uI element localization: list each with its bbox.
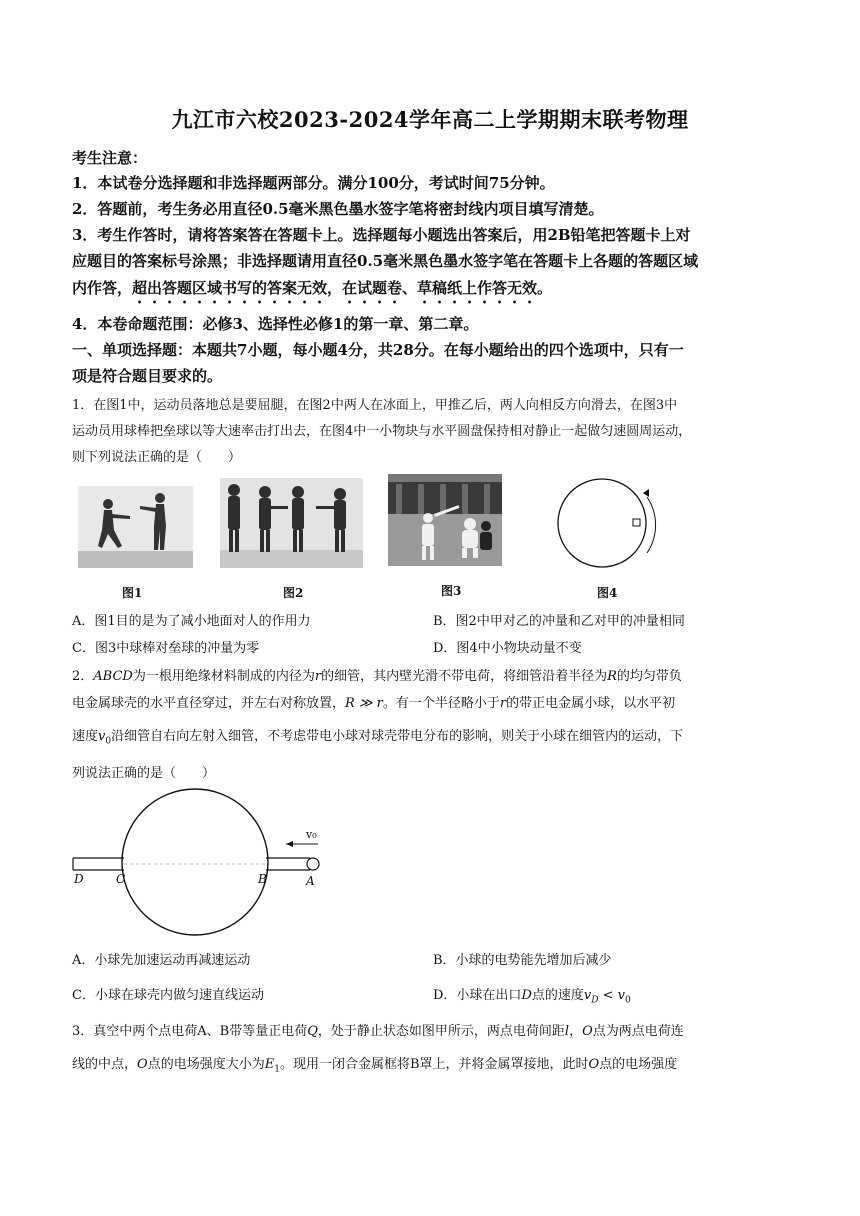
figure-1-label: 图1 xyxy=(122,586,143,600)
q2-label-b: B xyxy=(258,872,267,886)
q2-option-a: A．小球先加速运动再减速运动 xyxy=(72,953,251,968)
q2-line-4: 列说法正确的是（ ） xyxy=(72,766,216,781)
figure-4-disc xyxy=(555,475,665,575)
notice-item-2: 2．答题前，考生务必用直径0.5毫米黑色墨水签字笔将密封线内项目填写清楚。 xyxy=(72,200,604,218)
q3-line-1: 3．真空中两个点电荷A、B带等量正电荷Q，处于静止状态如图甲所示，两点电荷间距l，O点为两点电荷连 xyxy=(72,1024,684,1039)
section-heading-line-2: 项是符合题目要求的。 xyxy=(72,367,223,385)
q2-option-c: C．小球在球壳内做匀速直线运动 xyxy=(72,988,264,1003)
q3-line-2: 线的中点，O点的电场强度大小为$E_1$。现用一闭合金属框将B罩上，并将金属罩接地，此时O点的电场强度 xyxy=(72,1057,678,1075)
q2-option-b: B．小球的电势能先增加后减少 xyxy=(433,953,612,968)
q1-line-2: 运动员用球棒把垒球以等大速率击打出去，在图4中一小物块与水平圆盘保持相对静止一起做匀速圆周运动， xyxy=(72,424,692,439)
notice-item-3-line-3: 内作答，超出答题区域书写的答案无效，在试题卷、草稿纸上作答无效。 xyxy=(72,279,553,297)
q2-line-3: 速度$v_0$沿细管自右向左射入细管，不考虑带电小球对球壳带电分布的影响，则关于小球在细管内的运动，下 xyxy=(72,729,684,747)
q1-option-c: C．图3中球棒对垒球的冲量为零 xyxy=(72,641,260,656)
figure-3-photo xyxy=(388,474,502,566)
q2-label-a: A xyxy=(306,874,315,888)
q2-line-1: 2．ABCD为一根用绝缘材料制成的内径为r的细管，其内壁光滑不带电荷，将细管沿着半径为R的均匀带负 xyxy=(72,669,682,684)
page-title: 九江市六校2023-2024学年高二上学期期末联考物理 xyxy=(171,107,689,132)
q1-line-1: 1．在图1中，运动员落地总是要屈腿，在图2中两人在冰面上，甲推乙后，两人向相反方向滑去，在图3中 xyxy=(72,398,678,413)
q2-label-d: D xyxy=(74,872,84,886)
q1-option-b: B．图2中甲对乙的冲量和乙对甲的冲量相同 xyxy=(433,614,685,629)
q2-sphere-figure xyxy=(68,782,338,942)
figure-1-photo xyxy=(78,486,193,568)
section-heading-line-1: 一、单项选择题：本题共7小题，每小题4分，共28分。在每小题给出的四个选项中，只有一 xyxy=(72,341,684,359)
q2-label-v0: v₀ xyxy=(306,828,317,841)
q2-option-d: D．小球在出口D点的速度$v_D < v_0$ xyxy=(433,988,631,1006)
q2-label-c: C xyxy=(116,872,126,886)
notice-item-3-line-1: 3．考生作答时，请将答案答在答题卡上。选择题每小题选出答案后，用2B铅笔把答题卡上对 xyxy=(72,226,691,244)
notice-item-3-line-2: 应题目的答案标号涂黑；非选择题请用直径0.5毫米黑色墨水签字笔在答题卡上各题的答题区域 xyxy=(72,252,699,270)
figure-2-photo xyxy=(220,478,363,568)
q2-line-2: 电金属球壳的水平直径穿过，并左右对称放置，R ≫ r。有一个半径略小于r的带正电金属小球，以水平初 xyxy=(72,696,676,711)
notice-item-4: 4．本卷命题范围：必修3、选择性必修1的第一章、第二章。 xyxy=(72,315,479,333)
figure-4-label: 图4 xyxy=(597,586,618,600)
q1-line-3: 则下列说法正确的是（ ） xyxy=(72,450,242,465)
q1-option-d: D．图4中小物块动量不变 xyxy=(433,641,582,656)
notice-heading: 考生注意： xyxy=(72,149,148,167)
figure-2-label: 图2 xyxy=(283,586,304,600)
notice-item-1: 1．本试卷分选择题和非选择题两部分。满分100分，考试时间75分钟。 xyxy=(72,174,555,192)
dotted-warning: 超出答题区域书写的答案无效，在试题卷、草稿纸上作答无效 xyxy=(132,279,538,297)
figure-3-label: 图3 xyxy=(441,584,462,598)
q1-option-a: A．图1目的是为了减小地面对人的作用力 xyxy=(72,614,311,629)
